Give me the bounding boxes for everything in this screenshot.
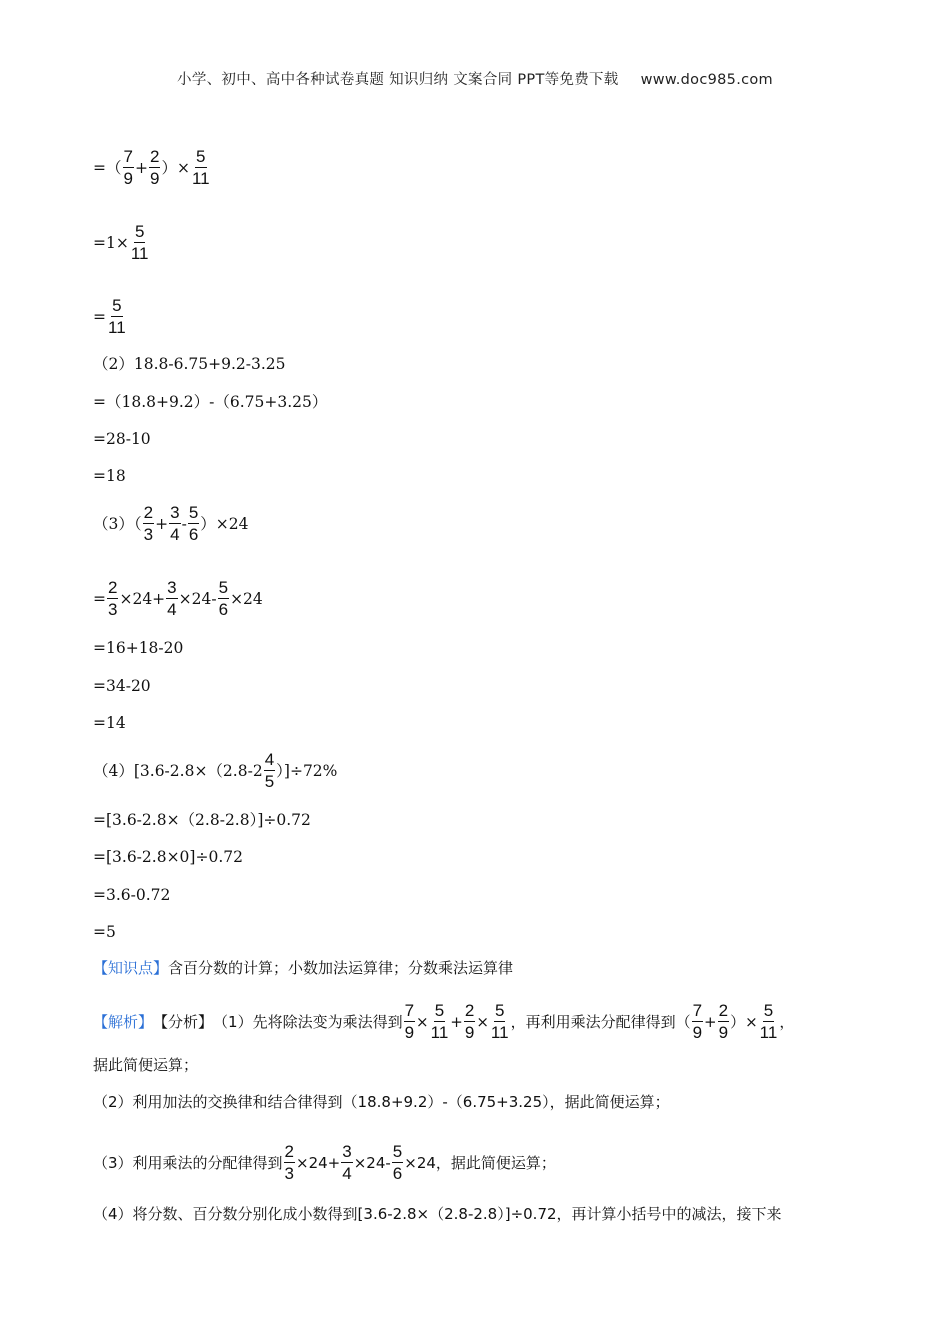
step-4d: =5 [93, 923, 116, 941]
fraction: $\frac{2}{3}$ [143, 503, 154, 544]
analysis-3: （3）利用乘法的分配律得到 $\frac{2}{3}$ ×24+ $\frac{3}{4}$ ×24- $\frac{5}{6}$ ×24，据此简便运算； [93, 1142, 556, 1183]
step-2a: =（18.8+9.2）-（6.75+3.25） [93, 393, 328, 411]
fraction: $\frac{2}{9}$ [718, 1001, 729, 1042]
fraction: $\frac{3}{4}$ [170, 503, 180, 544]
fraction: $\frac{3}{4}$ [342, 1142, 352, 1183]
fraction: $\frac{5}{11}$ [759, 1001, 778, 1042]
fraction: $\frac{5}{6}$ [218, 578, 229, 619]
analysis-1-cont: 据此简便运算； [93, 1056, 199, 1074]
fraction: $\frac{5}{11}$ [108, 296, 126, 337]
fraction: $\frac{3}{4}$ [167, 578, 177, 619]
problem-2: （2）18.8-6.75+9.2-3.25 [93, 355, 286, 373]
fraction: $\frac{5}{11}$ [130, 222, 149, 263]
step-2b: =28-10 [93, 430, 151, 448]
fraction: $\frac{5}{11}$ [430, 1001, 449, 1042]
step-1c: = $\frac{5}{11}$ [93, 296, 126, 337]
analysis-tag: 【解析】 [93, 1012, 154, 1031]
knowledge-tag: 【知识点】 [93, 959, 169, 977]
header-site-link[interactable]: www.doc985.com [640, 72, 773, 88]
knowledge-point [93, 958, 513, 978]
knowledge-text: 含百分数的计算；小数加法运算律；分数乘法运算律 [168, 959, 514, 977]
step-4b: =[3.6-2.8×0]÷0.72 [93, 848, 243, 866]
analysis-label: 【分析】 [153, 1012, 214, 1031]
fraction: $\frac{5}{11}$ [191, 147, 210, 188]
problem-3: （3）（ $\frac{2}{3}$ + $\frac{3}{4}$ - $\frac{5}{6}$ ）×24 [93, 503, 249, 544]
fraction: $\frac{7}{9}$ [123, 147, 133, 188]
fraction: $\frac{2}{9}$ [464, 1001, 475, 1042]
fraction: $\frac{5}{11}$ [490, 1001, 509, 1042]
problem-4: （4）[3.6-2.8×（2.8-2 $\frac{4}{5}$ ）]÷72% [93, 750, 338, 791]
fraction: $\frac{5}{6}$ [392, 1142, 403, 1183]
step-3c: =34-20 [93, 677, 151, 695]
step-1a: =（ $\frac{7}{9}$ + $\frac{2}{9}$ ）× $\frac{5}{11}$ [93, 147, 210, 188]
fraction: $\frac{4}{5}$ [264, 750, 275, 791]
fraction: $\frac{7}{9}$ [692, 1001, 703, 1042]
step-4a: =[3.6-2.8×（2.8-2.8）]÷0.72 [93, 811, 311, 829]
fraction: $\frac{7}{9}$ [404, 1001, 415, 1042]
fraction: $\frac{2}{3}$ [284, 1142, 295, 1183]
step-1b: =1× $\frac{5}{11}$ [93, 222, 149, 263]
step-3a: = $\frac{2}{3}$ ×24+ $\frac{3}{4}$ ×24- $\frac{5}{6}$ ×24 [93, 578, 263, 619]
analysis-4: （4）将分数、百分数分别化成小数得到[3.6-2.8×（2.8-2.8）]÷0.72，再计算小括号中的减法，接下来 [93, 1205, 782, 1223]
step-3d: =14 [93, 714, 126, 732]
step-3b: =16+18-20 [93, 639, 184, 657]
page-header [0, 68, 950, 89]
step-2c: =18 [93, 467, 126, 485]
analysis-2: （2）利用加法的交换律和结合律得到（18.8+9.2）-（6.75+3.25），据此简便运算； [93, 1093, 670, 1111]
step-4c: =3.6-0.72 [93, 886, 171, 904]
analysis-1: 【解析】 【分析】 （1）先将除法变为乘法得到 $\frac{7}{9}$ × $\frac{5}{11}$ + $\frac{2}{9}$ × $\frac{5}{11}$ ，再利用乘法分配律得到（ $\frac{7}{9}$ + $\frac{2}{9}$ ）× $\frac{5}{11}$ ， [93, 1001, 795, 1042]
fraction: $\frac{2}{3}$ [108, 578, 118, 619]
fraction: $\frac{5}{6}$ [188, 503, 199, 544]
fraction: $\frac{2}{9}$ [149, 147, 160, 188]
header-text: 小学、初中、高中各种试卷真题 知识归纳 文案合同 PPT等免费下载 [177, 72, 619, 88]
